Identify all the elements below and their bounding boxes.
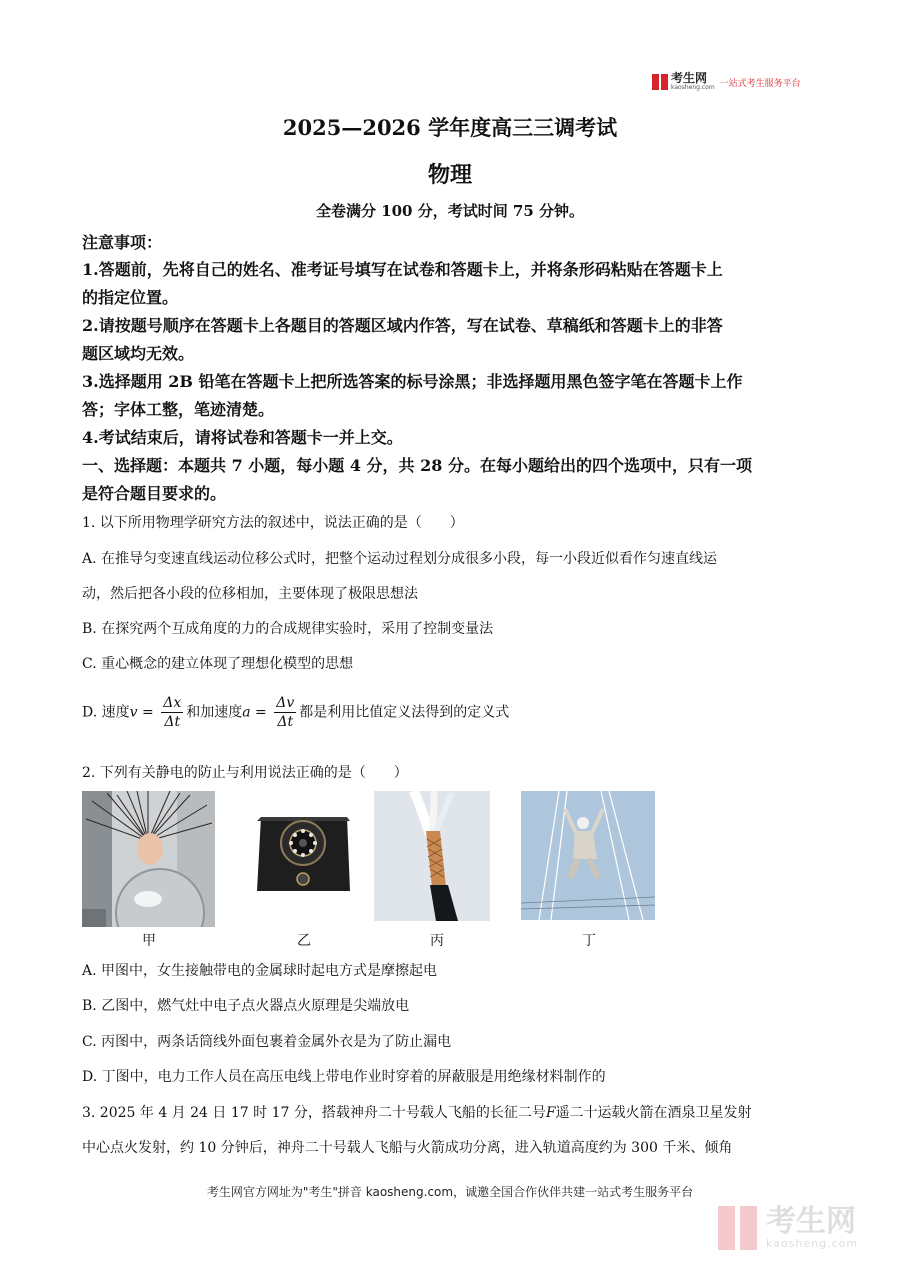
subject-title: 物理 bbox=[427, 162, 472, 188]
q3-line: 中心点火发射，约 10 分钟后，神舟二十号载人飞船与火箭成功分离，进入轨道高度约为 300 千米、倾角 bbox=[82, 1140, 733, 1156]
caption-jia: 甲 bbox=[142, 933, 156, 949]
q3-line bbox=[82, 1102, 822, 1122]
q1-d-suffix: 都是利用比值定义法得到的定义式 bbox=[299, 704, 510, 721]
q1-d-prefix: D. 速度 bbox=[82, 704, 130, 721]
q2-option-c: C. 丙图中，两条话筒线外面包裹着金属外衣是为了防止漏电 bbox=[82, 1034, 452, 1050]
photo-gas-stove bbox=[257, 791, 350, 895]
q1-option-c: C. 重心概念的建立体现了理想化模型的思想 bbox=[82, 656, 354, 672]
photo-static-sphere bbox=[82, 791, 215, 927]
q1-d-mid: 和加速度 bbox=[186, 704, 243, 721]
velocity-fraction bbox=[161, 694, 183, 731]
exam-title: 2025—2026 学年度高三三调考试 bbox=[282, 115, 618, 140]
fraction-denominator: Δt bbox=[164, 714, 181, 730]
acceleration-symbol: a bbox=[242, 704, 251, 721]
q1-option-b: B. 在探究两个互成角度的力的合成规律实验时，采用了控制变量法 bbox=[82, 621, 494, 637]
equals-sign: = bbox=[250, 704, 272, 721]
watermark bbox=[718, 1203, 859, 1250]
watermark-sub: kaosheng.com bbox=[766, 1236, 859, 1250]
photo-power-line-worker bbox=[521, 791, 655, 920]
logo-name: 考生网 bbox=[671, 71, 708, 85]
logo-slogan: 一站式考生服务平台 bbox=[719, 78, 801, 89]
caption-ding: 丁 bbox=[582, 933, 596, 949]
notice-line: 答；字体工整，笔迹清楚。 bbox=[82, 400, 275, 419]
q3-text: 遥二十运载火箭在酒泉卫星发射 bbox=[555, 1105, 752, 1121]
q2-option-a: A. 甲图中，女生接触带电的金属球时起电方式是摩擦起电 bbox=[82, 963, 438, 979]
site-logo bbox=[652, 73, 801, 91]
q1-option-a: A. 在推导匀变速直线运动位移公式时，把整个运动过程划分成很多小段，每一小段近似看作匀速直线运 bbox=[82, 551, 718, 567]
q2-stem: 2. 下列有关静电的防止与利用说法正确的是（ ） bbox=[82, 765, 408, 781]
watermark-logo-icon bbox=[718, 1206, 758, 1250]
q3-rocket-model: F bbox=[545, 1105, 556, 1121]
notice-line: 4.考试结束后，请将试卷和答题卡一并上交。 bbox=[82, 428, 403, 447]
photo-shielded-cable bbox=[374, 791, 490, 921]
fraction-numerator: Δv bbox=[276, 695, 295, 711]
logo-sub: kaosheng.com bbox=[671, 84, 715, 91]
logo-icon bbox=[652, 74, 668, 90]
q2-option-b: B. 乙图中，燃气灶中电子点火器点火原理是尖端放电 bbox=[82, 998, 410, 1014]
fraction-numerator: Δx bbox=[163, 695, 182, 711]
q3-text: 3. 2025 年 4 月 24 日 17 时 17 分，搭载神舟二十号载人飞船的长征二号 bbox=[82, 1105, 546, 1121]
page-footer: 考生网官方网址为"考生"拼音 kaosheng.com，诚邀全国合作伙伴共建一站式考生服务平台 bbox=[206, 1185, 694, 1199]
q1-option-d bbox=[82, 694, 822, 731]
exam-info: 全卷满分 100 分，考试时间 75 分钟。 bbox=[315, 202, 585, 220]
velocity-symbol: v bbox=[129, 704, 138, 721]
section-heading: 是符合题目要求的。 bbox=[82, 484, 227, 503]
fraction-denominator: Δt bbox=[277, 714, 294, 730]
notice-heading: 注意事项： bbox=[82, 233, 163, 252]
notice-line: 题区域均无效。 bbox=[82, 344, 195, 363]
notice-line: 2.请按题号顺序在答题卡上各题目的答题区域内作答，写在试卷、草稿纸和答题卡上的非答 bbox=[82, 316, 723, 335]
q1-option-a-cont: 动，然后把各小段的位移相加，主要体现了极限思想法 bbox=[82, 586, 418, 602]
equals-sign: = bbox=[137, 704, 159, 721]
section-heading: 一、选择题：本题共 7 小题，每小题 4 分，共 28 分。在每小题给出的四个选项中，只有一项 bbox=[82, 456, 752, 475]
q2-option-d: D. 丁图中，电力工作人员在高压电线上带电作业时穿着的屏蔽服是用绝缘材料制作的 bbox=[82, 1069, 606, 1085]
watermark-name: 考生网 bbox=[766, 1203, 856, 1239]
notice-line: 3.选择题用 2B 铅笔在答题卡上把所选答案的标号涂黑；非选择题用黑色签字笔在答题卡上作 bbox=[82, 372, 743, 391]
caption-bing: 丙 bbox=[430, 933, 444, 949]
notice-line: 1.答题前，先将自己的姓名、准考证号填写在试卷和答题卡上，并将条形码粘贴在答题卡上 bbox=[82, 260, 723, 279]
q1-stem: 1. 以下所用物理学研究方法的叙述中，说法正确的是（ ） bbox=[82, 515, 464, 531]
acceleration-fraction bbox=[274, 694, 296, 731]
caption-yi: 乙 bbox=[297, 933, 311, 949]
notice-line: 的指定位置。 bbox=[82, 288, 179, 307]
